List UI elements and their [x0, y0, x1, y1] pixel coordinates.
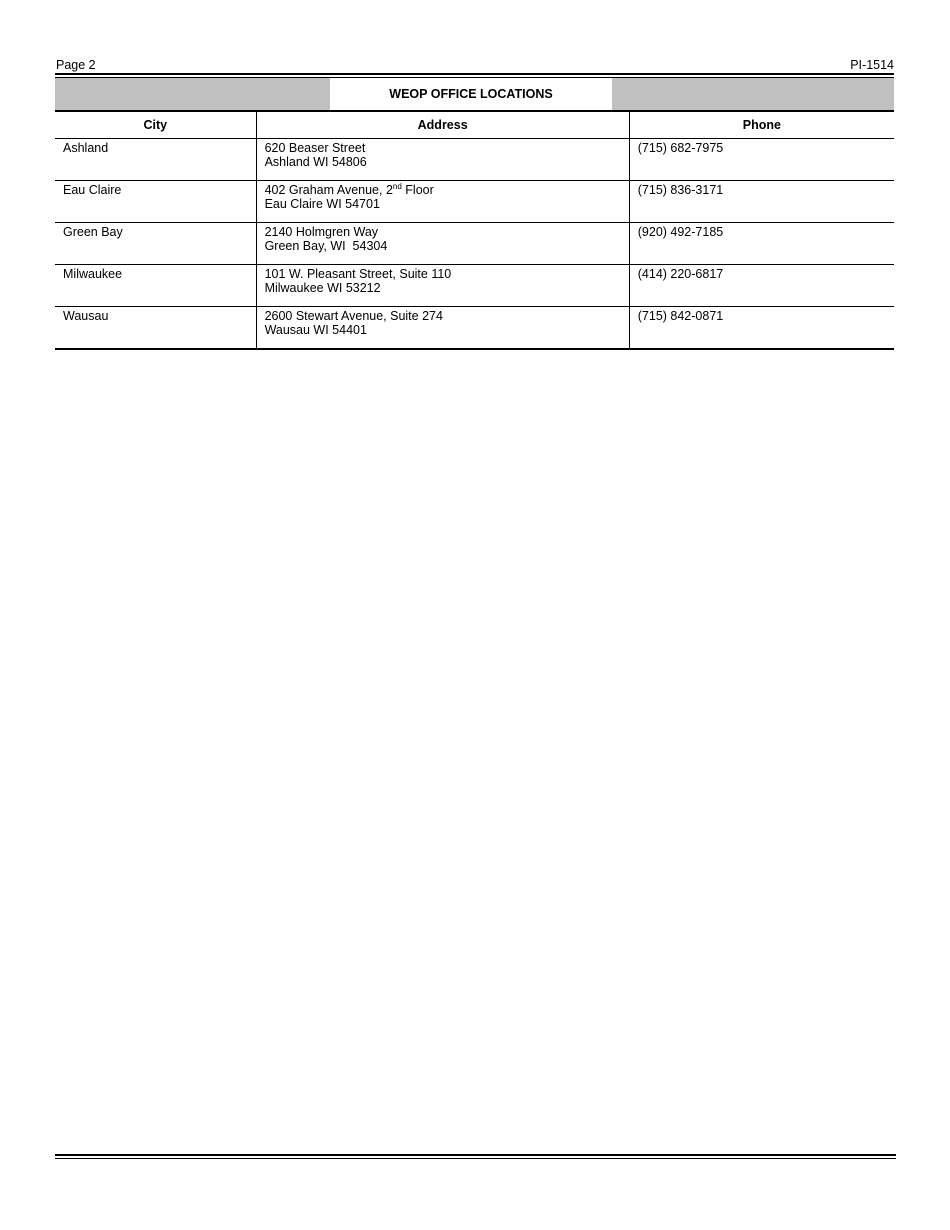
- address-cell: [256, 307, 629, 350]
- city-cell: Milwaukee: [55, 265, 256, 307]
- address-text: Floor: [401, 183, 434, 197]
- address-cell: [256, 265, 629, 307]
- column-header-address: Address: [256, 112, 629, 139]
- city-cell: Eau Claire: [55, 181, 256, 223]
- address-line: [265, 183, 621, 197]
- footer-rule: [55, 1154, 896, 1159]
- phone-cell: (414) 220-6817: [629, 265, 894, 307]
- address-cell: [256, 181, 629, 223]
- page-number: Page 2: [56, 58, 96, 72]
- address-line: Milwaukee WI 53212: [264, 281, 381, 295]
- table-row: [55, 223, 894, 265]
- form-code: PI-1514: [850, 58, 894, 72]
- table-row: [55, 139, 894, 181]
- address-cell: [256, 223, 629, 265]
- city-cell: Ashland: [55, 139, 256, 181]
- address-text: 402 Graham Avenue, 2: [264, 183, 393, 197]
- table-row: [55, 181, 894, 223]
- table-row: [55, 265, 894, 307]
- address-line: 2600 Stewart Avenue, Suite 274: [264, 309, 443, 323]
- city-cell: Green Bay: [55, 223, 256, 265]
- title-band: [55, 78, 894, 112]
- address-line: 101 W. Pleasant Street, Suite 110: [264, 267, 452, 281]
- phone-cell: (715) 836-3171: [629, 181, 894, 223]
- table-row: [55, 307, 894, 350]
- address-line: 2140 Holmgren Way: [264, 225, 379, 239]
- phone-cell: (715) 682-7975: [629, 139, 894, 181]
- address-line: Ashland WI 54806: [264, 155, 367, 169]
- table-header-row: [55, 112, 894, 139]
- phone-cell: (920) 492-7185: [629, 223, 894, 265]
- address-line: 620 Beaser Street: [264, 141, 366, 155]
- ordinal-suffix: nd: [392, 181, 402, 191]
- address-line: Eau Claire WI 54701: [264, 197, 380, 211]
- address-line: Green Bay, WI 54304: [264, 239, 388, 253]
- office-locations-table: [55, 112, 894, 350]
- column-header-phone: Phone: [629, 112, 894, 139]
- address-line: Wausau WI 54401: [264, 323, 367, 337]
- table-title: WEOP OFFICE LOCATIONS: [330, 78, 612, 110]
- city-cell: Wausau: [55, 307, 256, 350]
- address-cell: [256, 139, 629, 181]
- column-header-city: City: [55, 112, 256, 139]
- phone-cell: (715) 842-0871: [629, 307, 894, 350]
